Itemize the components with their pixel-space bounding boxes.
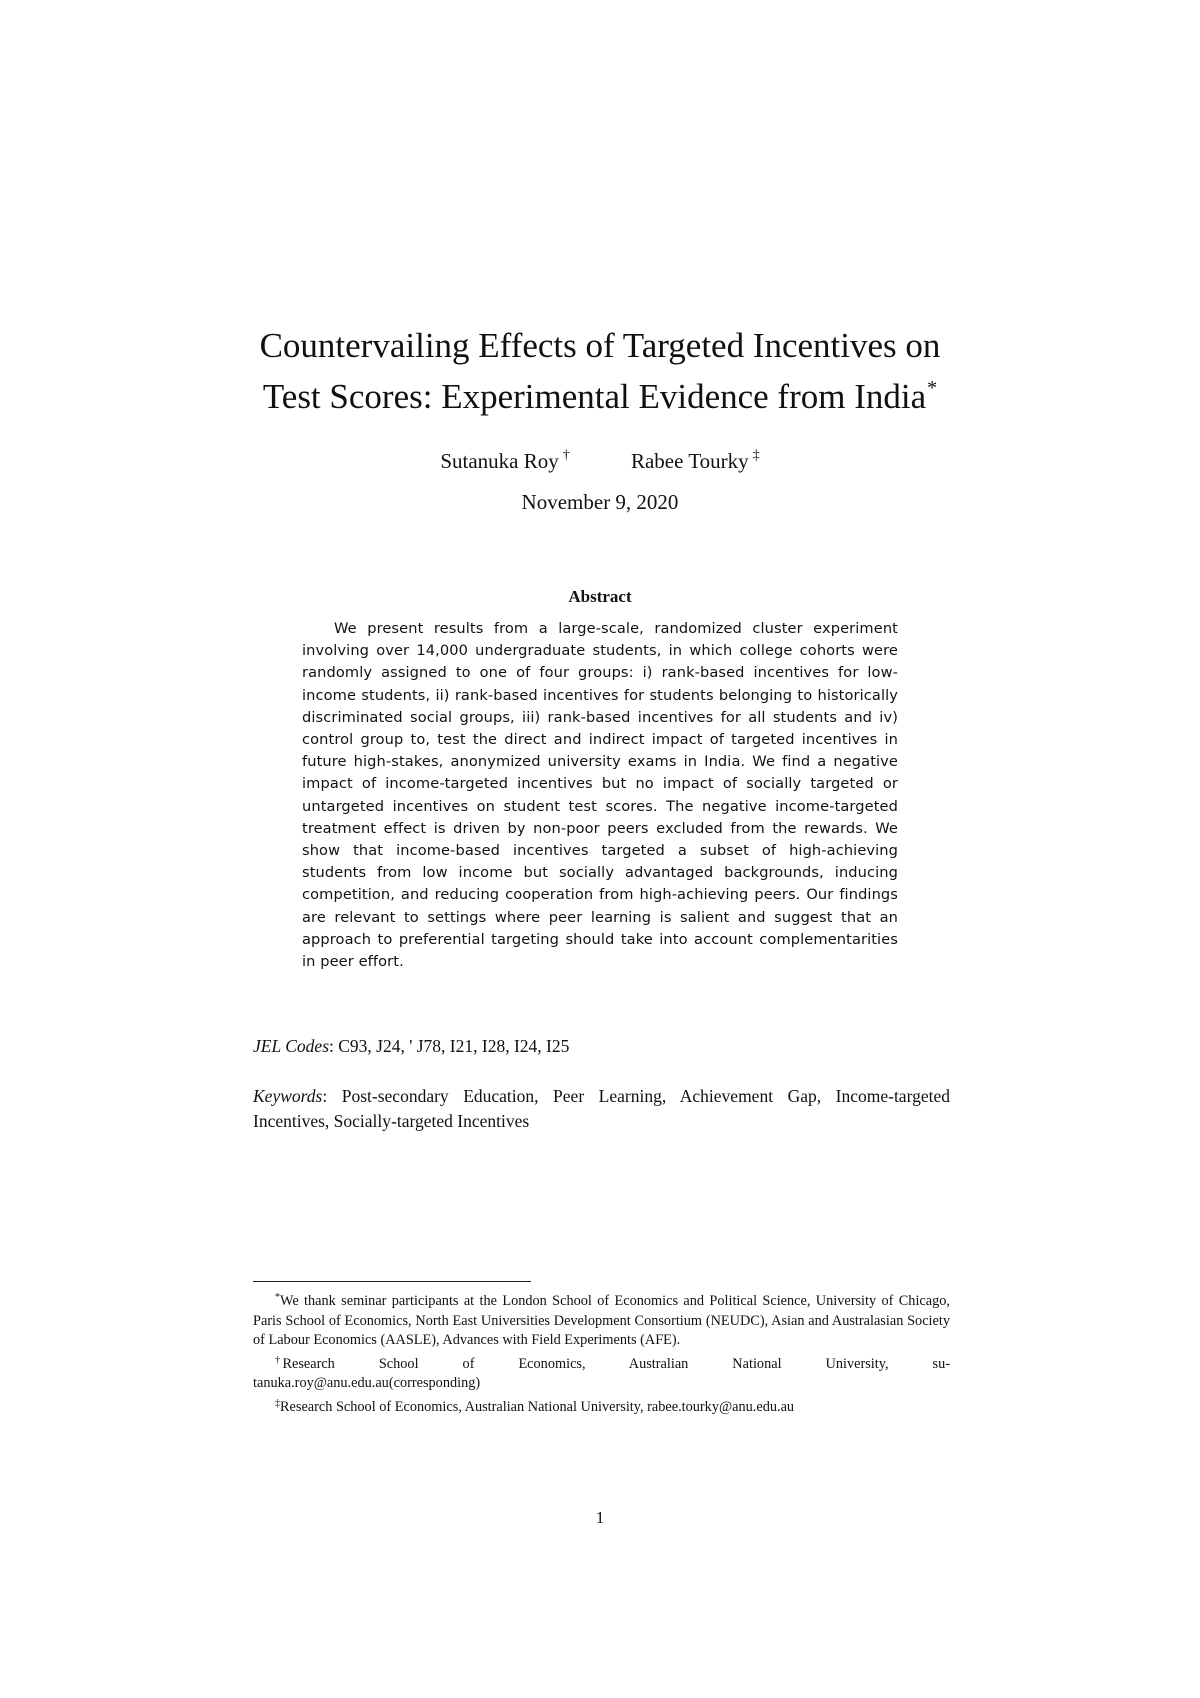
- author-2: [631, 443, 760, 474]
- footnotes: [253, 1288, 950, 1418]
- keywords-values: : Post-secondary Education, Peer Learning, Achievement Gap, Income-targeted Incentives, Socially-targeted Incentives: [253, 1086, 950, 1131]
- footnote-2-mark: †: [275, 1354, 283, 1366]
- title-line-2-text: Test Scores: Experimental Evidence from India: [262, 377, 927, 416]
- title-footnote-mark: *: [927, 377, 938, 399]
- footnote-2: [253, 1351, 950, 1375]
- author-1-name: Sutanuka Roy: [440, 449, 559, 473]
- jel-codes: [253, 1035, 953, 1057]
- jel-label: JEL Codes: [253, 1036, 329, 1056]
- jel-values: : C93, J24, ' J78, I21, I28, I24, I25: [329, 1036, 570, 1056]
- paper-title: [200, 325, 1000, 418]
- abstract-text: We present results from a large-scale, randomized cluster experiment involving over 14,000 undergraduate students, in which college cohorts were randomly assigned to one of four groups: i) rank-based incentives for low-income students, ii) rank-based incentives for students belonging to historically discriminated social groups, iii) rank-based incentives for all students and iv) control group to, test the direct and indirect impact of targeted incentives in future high-stakes, anonymized university exams in India. We find a negative impact of income-targeted incentives but no impact of socially targeted or untargeted incentives on student test scores. The negative income-targeted treatment effect is driven by non-poor peers excluded from the rewards. We show that income-based incentives targeted a subset of high-achieving students from low income but socially advantaged backgrounds, inducing competition, and reducing cooperation from high-achieving peers. Our findings are relevant to settings where peer learning is salient and suggest that an approach to preferential targeting should take into account complementarities in peer effort.: [302, 620, 898, 971]
- page-number: 1: [595, 1508, 605, 1527]
- keywords: [253, 1084, 950, 1134]
- footnote-rule: [253, 1281, 531, 1282]
- publication-date: November 9, 2020: [521, 490, 679, 514]
- footnote-2-continued: [253, 1374, 950, 1394]
- title-line-1: Countervailing Effects of Targeted Incentives on: [259, 326, 941, 365]
- author-2-mark: ‡: [752, 448, 760, 463]
- title-line-2: [200, 367, 1000, 418]
- abstract-heading: Abstract: [568, 587, 632, 606]
- keywords-label: Keywords: [253, 1086, 323, 1106]
- footnote-2-text-line1: Research School of Economics, Australian National University, su-: [282, 1355, 951, 1372]
- footnote-1-text: We thank seminar participants at the London School of Economics and Political Science, University of Chicago, Paris School of Economics, North East Universities Development Consortium (NEUDC), Asian and Australasian Society of Labour Economics (AASLE), Advances with Field Experiments (AFE).: [253, 1293, 950, 1349]
- footnote-3-mark: ‡: [275, 1397, 280, 1409]
- footnote-3-text: Research School of Economics, Australian National University, rabee.tourky@anu.edu.au: [280, 1398, 795, 1415]
- footnote-3: [253, 1394, 950, 1418]
- footnote-1-mark: *: [275, 1292, 280, 1303]
- author-1: [440, 443, 569, 474]
- author-list: [0, 443, 1200, 474]
- author-2-name: Rabee Tourky: [630, 449, 749, 473]
- author-1-mark: †: [562, 448, 570, 463]
- footnote-1: [253, 1288, 950, 1351]
- footnote-2-text-line2: tanuka.roy@anu.edu.au(corresponding): [253, 1375, 481, 1392]
